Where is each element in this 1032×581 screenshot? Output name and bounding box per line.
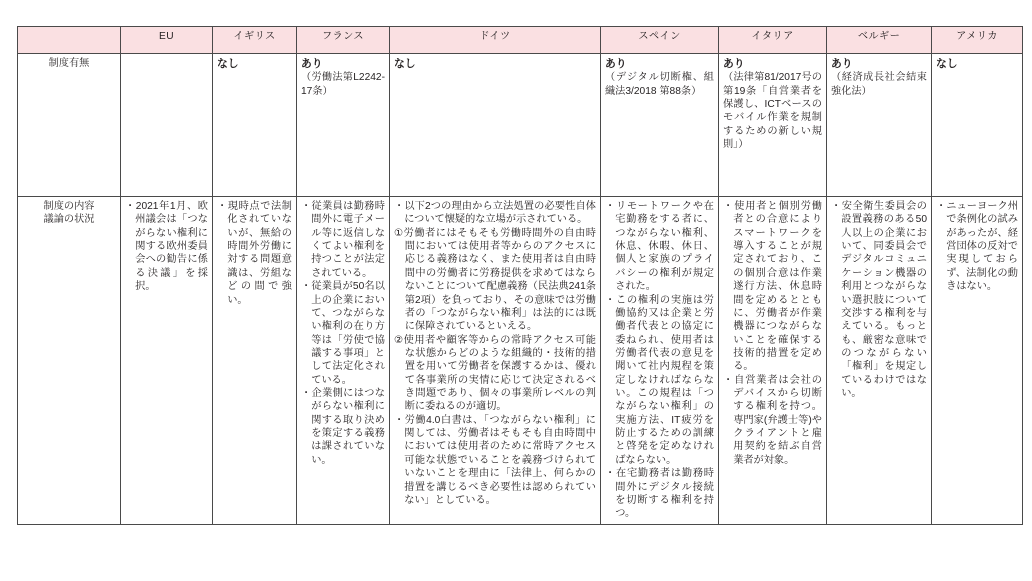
existence-note-italy: （法律第81/2017号の第19条「自営業者を保護し、ICTベースのモバイル作業を規制するための新しい規則」）: [723, 72, 822, 150]
cell-existence-spain: [601, 54, 719, 197]
cell-existence-france: [297, 54, 390, 197]
existence-note-france: （労働法第L2242-17条）: [301, 72, 385, 97]
cell-content-germany: [390, 197, 601, 525]
paragraph: ・2021年1月、欧州議会は「つながらない権利に関する欧州委員会への勧告に係る決議」を採択。: [125, 201, 208, 293]
paragraph: ・ニューヨーク州で条例化の試みがあったが、経営団体の反対で実現しておらず、法制化の動きはない。: [936, 201, 1018, 293]
paragraph: ・現時点で法制化されていないが、無給の時間外労働に対する問題意識は、労組などの間で強い。: [217, 201, 292, 306]
row-label-line-1: 制度の内容: [43, 201, 95, 212]
paragraph: ①労働者にはそもそも労働時間外の自由時間においては使用者等からのアクセスに応じる義務はなく、また使用者は自由時間中の労働者に労務提供を求めてはならないことについて配慮義務（民法典241条第2項）を負っており、その意味では労働者の「つながらない権利」は法的には既に保障されているといえる。: [394, 227, 596, 333]
column-header-spain: スペイン: [601, 27, 719, 54]
table-header: [18, 27, 1023, 54]
existence-value-germany: なし: [394, 58, 416, 70]
paragraph: ・自営業者は会社のデバイスから切断する権利を持つ。専門家(弁護士等)やクライアントと雇用契約を結ぶ自営業者が対象。: [723, 374, 822, 466]
paragraph: ②使用者や顧客等からの常時アクセス可能な状態からどのような組織的・技術的措置を用いて労働者を保護するかは、優れて各事業所の実情に応じて決定されるべき問題であり、個々の事業所レベルの判断に委ねるのが適切。: [394, 334, 596, 413]
column-header-usa: アメリカ: [932, 27, 1023, 54]
cell-existence-germany: [390, 54, 601, 197]
existence-note-belgium: （経済成長社会結束強化法）: [831, 72, 927, 97]
existence-value-france: あり: [301, 58, 323, 70]
column-header-germany: ドイツ: [390, 27, 601, 54]
existence-value-usa: なし: [936, 58, 958, 70]
paragraph: ・安全衛生委員会の設置義務のある50人以上の企業において、同委員会でデジタルコミュニケーション機器の利用とつながらない選択肢について交渉する権利を与えている。もっとも、厳密な意味でのつながらない「権利」を規定しているわけではない。: [831, 201, 927, 400]
existence-value-uk: なし: [217, 58, 239, 70]
paragraph: ・企業側にはつながらない権利に関する取り決めを策定する義務は課されていない。: [301, 388, 385, 466]
paragraph: ・リモートワークや在宅勤務をする者に、つながらない権利、休息、休暇、休日、個人と家族のプライバシーの権利が規定された。: [605, 201, 714, 293]
table-row-content-and-debate: [18, 197, 1023, 525]
existence-value-belgium: あり: [831, 58, 853, 70]
row-label-content-and-debate: [18, 197, 121, 525]
cell-content-usa: [932, 197, 1023, 525]
cell-existence-usa: [932, 54, 1023, 197]
column-header-france: フランス: [297, 27, 390, 54]
cell-existence-eu: [121, 54, 213, 197]
cell-existence-belgium: [827, 54, 932, 197]
paragraph: ・この権利の実施は労働協約又は企業と労働者代表との協定に委ねられ、使用者は労働者代表の意見を聞いて社内規程を策定しなければならない。この規程は「つながらない権利」の実施方法、IT疲労を防止するための訓練と啓発を定めなければならない。: [605, 294, 714, 466]
column-header-uk: イギリス: [213, 27, 297, 54]
existence-value-italy: あり: [723, 58, 745, 70]
paragraph: ・使用者と個別労働者との合意によりスマートワークを導入することが規定されており、この個別合意は作業遂行方法、休息時間を定めるとともに、労働者が作業機器につながらないことを確保する技術的措置を定める。: [723, 201, 822, 373]
cell-existence-uk: [213, 54, 297, 197]
column-header-belgium: ベルギー: [827, 27, 932, 54]
existence-value-spain: あり: [605, 58, 627, 70]
cell-existence-italy: [719, 54, 827, 197]
header-row: [18, 27, 1023, 54]
existence-note-spain: （デジタル切断権、組織法3/2018 第88条）: [605, 72, 714, 97]
paragraph: ・以下2つの理由から立法処置の必要性自体について懐疑的な立場が示されている。: [394, 201, 596, 226]
paragraph: ・労働4.0白書は、「つながらない権利」に関しては、労働者はそもそも自由時間中においては使用者のために常時アクセス可能な状態でいることを義務づけられていないことを理由に「法律上、何らかの措置を講じるべき必要性は認められていない」としている。: [394, 414, 596, 506]
cell-content-italy: [719, 197, 827, 525]
table-body: [18, 54, 1023, 525]
cell-content-uk: [213, 197, 297, 525]
paragraph: ・従業員が50名以上の企業において、つながらない権利の在り方等は「労使で協議する事項」として法定化されている。: [301, 281, 385, 386]
table-row-system-existence: [18, 54, 1023, 197]
cell-content-france: [297, 197, 390, 525]
row-label-line-2: 議論の状況: [43, 214, 95, 226]
paragraph: ・従業員は勤務時間外に電子メール等に返信しなくてよい権利を持つことが法定されている。: [301, 201, 385, 279]
column-header-italy: イタリア: [719, 27, 827, 54]
header-corner-cell: [18, 27, 121, 54]
row-label-system-existence: 制度有無: [18, 54, 121, 197]
cell-content-eu: [121, 197, 213, 525]
cell-content-belgium: [827, 197, 932, 525]
paragraph: ・在宅勤務者は勤務時間外にデジタル接続を切断する権利を持つ。: [605, 468, 714, 520]
column-header-eu: EU: [121, 27, 213, 54]
cell-content-spain: [601, 197, 719, 525]
comparison-table: [17, 26, 1023, 525]
